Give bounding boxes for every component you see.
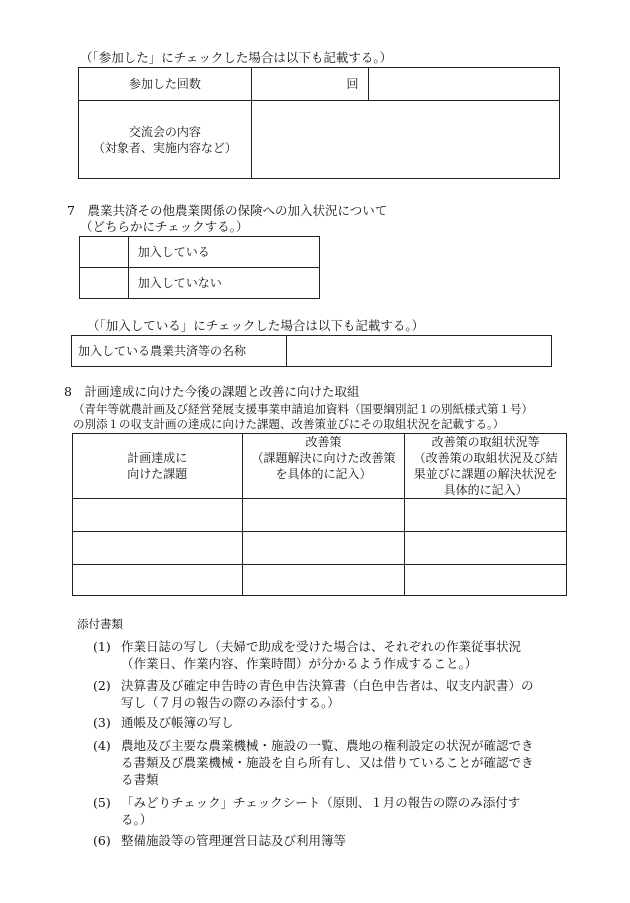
insurance-name-label: 加入している農業共済等の名称 bbox=[72, 336, 287, 367]
option-joined: 加入している bbox=[128, 237, 319, 268]
section7-heading: 7 農業共済その他農業関係の保険への加入状況について bbox=[67, 203, 388, 218]
checkbox-not-joined[interactable] bbox=[80, 268, 129, 299]
plan-cell[interactable] bbox=[405, 532, 567, 565]
section7-note: （「加入している」にチェックした場合は以下も記載する。） bbox=[87, 318, 425, 333]
checkbox-joined[interactable] bbox=[80, 237, 129, 268]
plan-cell[interactable] bbox=[73, 565, 243, 596]
plan-cell[interactable] bbox=[73, 532, 243, 565]
option-not-joined: 加入していない bbox=[128, 268, 319, 299]
plan-cell[interactable] bbox=[405, 499, 567, 532]
section8-desc-2: の別添１の収支計画の達成に向けた課題、改善策並びにその取組状況を記載する。） bbox=[73, 417, 505, 431]
count-unit: 回 bbox=[251, 68, 369, 101]
content-input[interactable] bbox=[251, 101, 559, 179]
insurance-name-table bbox=[71, 335, 552, 367]
plan-col-status: 改善策の取組状況等 （改善策の取組状況及び結 果並びに課題の解決状況を 具体的に記入） bbox=[405, 434, 567, 499]
insurance-options-table bbox=[79, 236, 320, 299]
plan-col-measure: 改善策 （課題解決に向けた改善策 を具体的に記入） bbox=[242, 434, 405, 499]
attachments-title: 添付書類 bbox=[77, 617, 123, 631]
plan-table bbox=[72, 433, 567, 596]
section7-sub: （どちらかにチェックする。） bbox=[80, 219, 249, 234]
content-label: 交流会の内容 （対象者、実施内容など） bbox=[79, 101, 252, 179]
exchange-table bbox=[78, 67, 560, 179]
plan-col-issue: 計画達成に 向けた課題 bbox=[73, 434, 243, 499]
plan-cell[interactable] bbox=[242, 532, 405, 565]
plan-cell[interactable] bbox=[242, 499, 405, 532]
plan-cell[interactable] bbox=[405, 565, 567, 596]
plan-cell[interactable] bbox=[73, 499, 243, 532]
insurance-name-input[interactable] bbox=[286, 336, 551, 367]
count-label: 参加した回数 bbox=[79, 68, 252, 101]
plan-cell[interactable] bbox=[242, 565, 405, 596]
section8-heading: 8 計画達成に向けた今後の課題と改善に向けた取組 bbox=[64, 384, 360, 399]
exchange-note: （「参加した」にチェックした場合は以下も記載する。） bbox=[80, 50, 393, 65]
section8-desc-1: （青年等就農計画及び経営発展支援事業申請追加資料（国要綱別記１の別紙様式第１号） bbox=[73, 402, 533, 416]
count-spacer bbox=[369, 68, 560, 101]
